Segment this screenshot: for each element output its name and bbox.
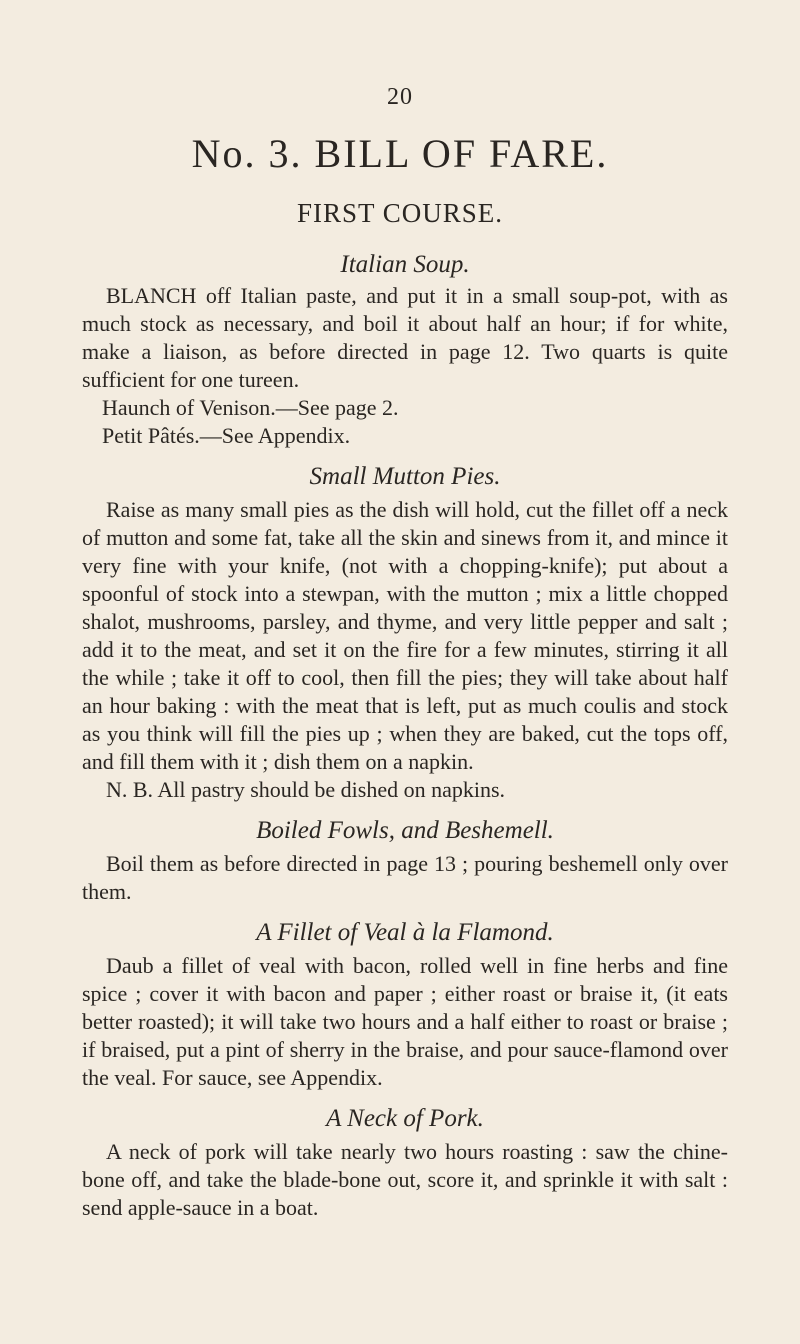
recipe-body — [82, 248, 728, 1222]
bill-title: No. 3. BILL OF FARE. — [191, 131, 609, 176]
page-number: 20 — [387, 84, 413, 110]
recipe-text-italian-soup: BLANCH off Italian paste, and put it in a small soup-pot, with as much stock as necessary, and boil it about half an hour; if for white, make a liaison, as before directed in page 12. Two quarts is quite sufficient for one tureen. — [82, 283, 728, 392]
dish-heading-neck-pork: A Neck of Pork. — [326, 1105, 484, 1132]
pastry-note: N. B. All pastry should be dished on napkins. — [106, 777, 506, 802]
dish-heading-boiled-fowls: Boiled Fowls, and Beshemell. — [256, 817, 554, 844]
dish-heading-italian-soup: Italian Soup. — [340, 251, 470, 278]
dish-heading-mutton-pies: Small Mutton Pies. — [309, 463, 501, 490]
dish-heading-fillet-veal: A Fillet of Veal à la Flamond. — [256, 919, 554, 946]
recipe-text-neck-pork: A neck of pork will take nearly two hours roasting : saw the chine-bone off, and take the blade-bone out, score it, and sprinkle it with salt : send apple-sauce in a boat. — [82, 1139, 728, 1220]
reference-haunch-venison: Haunch of Venison.—See page 2. — [102, 395, 399, 420]
recipe-text-fillet-veal: Daub a fillet of veal with bacon, rolled well in fine herbs and fine spice ; cover it with bacon and paper ; either roast or braise it, (it eats better roasted); it will take two hours and a half either to roast or braise ; if braised, put a pint of sherry in the braise, and pour sauce-flamond over the veal. For sauce, see Appendix. — [82, 953, 728, 1090]
recipe-text-mutton-pies: Raise as many small pies as the dish will hold, cut the fillet off a neck of mutton and some fat, take all the skin and sinews from it, and mince it very fine with your knife, (not with a chopping-knife); put about a spoonful of stock into a stewpan, with the mutton ; mix a little chopped shalot, mushrooms, parsley, and thyme, and very little pepper and salt ; add it to the meat, and set it on the fire for a few minutes, stirring it all the while ; take it off to cool, then fill the pies; they will take about half an hour baking : with the meat that is left, put as much coulis and stock as you think will fill the pies up ; when they are baked, cut the tops off, and fill them with it ; dish them on a napkin. — [82, 497, 728, 774]
course-title: FIRST COURSE. — [296, 198, 504, 228]
reference-petit-pates: Petit Pâtés.—See Appendix. — [102, 423, 351, 448]
recipe-text-boiled-fowls: Boil them as before directed in page 13 ; pouring beshemell only over them. — [82, 851, 728, 904]
